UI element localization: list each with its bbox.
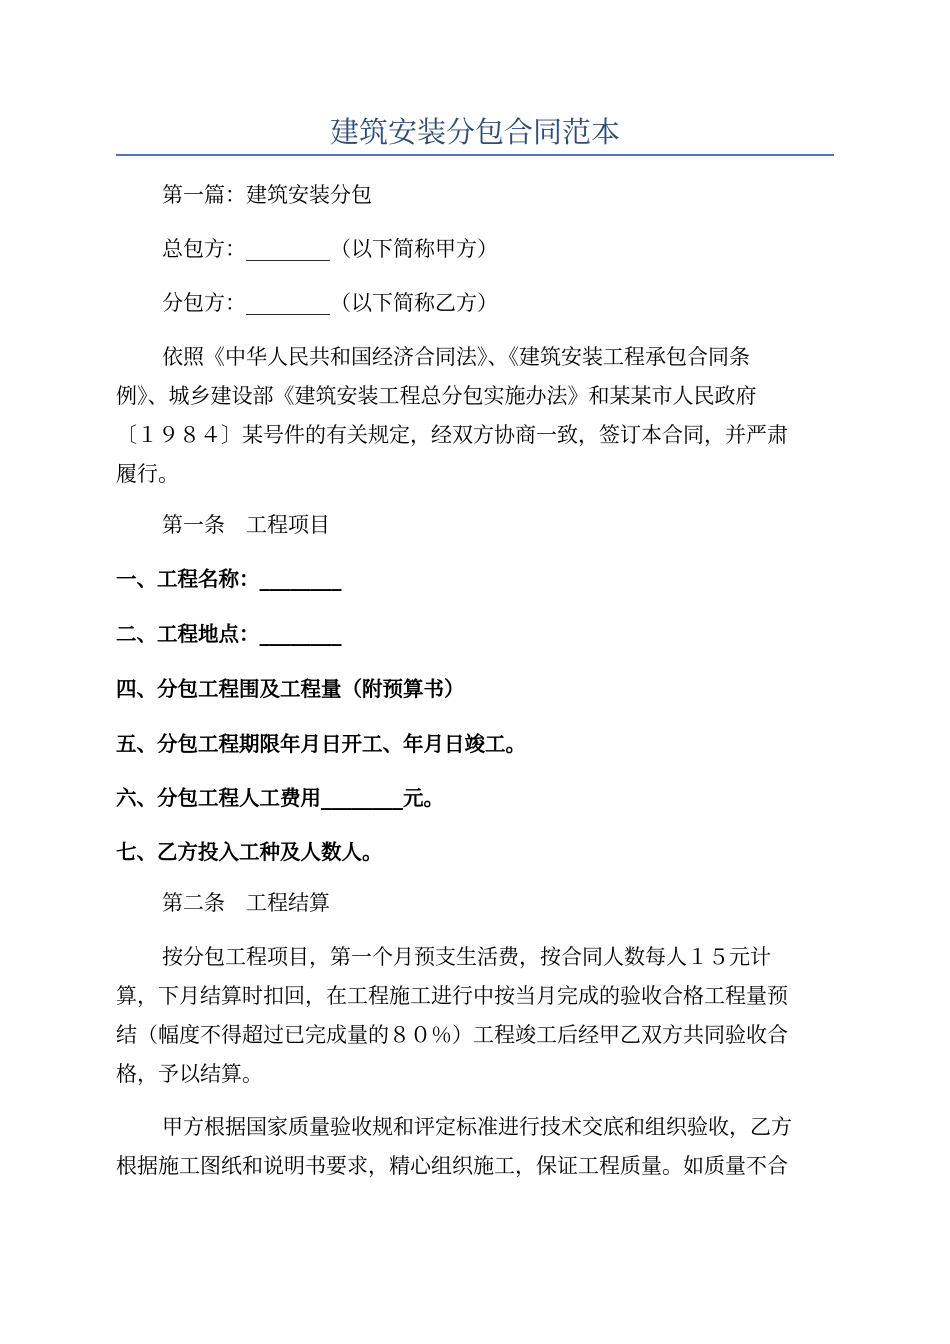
- settlement-paragraph: [116, 938, 834, 1094]
- paragraph-line: 按分包工程项目，第一个月预支生活费，按合同人数每人１５元计: [162, 945, 771, 969]
- project-item: 二、工程地点：________: [116, 622, 342, 646]
- project-item: 四、分包工程围及工程量（附预算书）: [116, 677, 465, 701]
- paragraph-line: 履行。: [116, 462, 179, 486]
- document-title: 建筑安装分包合同范本: [329, 115, 620, 149]
- paragraph-line: 〔１９８４〕某号件的有关规定，经双方协商一致，签订本合同，并严肃: [116, 423, 788, 447]
- project-item: 七、乙方投入工种及人数人。: [116, 840, 383, 864]
- paragraph-line: 依照《中华人民共和国经济合同法》、《建筑安装工程承包合同条: [162, 345, 750, 369]
- paragraph-line: 例》、城乡建设部《建筑安装工程总分包实施办法》和某某市人民政府: [116, 384, 757, 408]
- paragraph-line: 根据施工图纸和说明书要求，精心组织施工，保证工程质量。如质量不合: [116, 1154, 788, 1178]
- project-item: 五、分包工程期限年月日开工、年月日竣工。: [116, 732, 526, 756]
- subcontractor-line: 分包方：________（以下简称乙方）: [162, 291, 498, 315]
- project-item: 六、分包工程人工费用________元。: [116, 786, 444, 810]
- article-1-heading: 第一条 工程项目: [162, 513, 330, 537]
- preamble-paragraph: [116, 338, 834, 494]
- project-item: 一、工程名称：________: [116, 567, 342, 591]
- article-2-heading: 第二条 工程结算: [162, 891, 330, 915]
- section-heading: 第一篇：建筑安装分包: [162, 183, 372, 207]
- paragraph-line: 格，予以结算。: [116, 1062, 263, 1086]
- contractor-line: 总包方：________（以下简称甲方）: [162, 237, 498, 261]
- paragraph-line: 甲方根据国家质量验收规和评定标准进行技术交底和组织验收，乙方: [162, 1115, 792, 1139]
- title-underline: [116, 154, 834, 156]
- paragraph-line: 算，下月结算时扣回，在工程施工进行中按当月完成的验收合格工程量预: [116, 984, 788, 1008]
- quality-paragraph: [116, 1108, 834, 1186]
- paragraph-line: 结（幅度不得超过已完成量的８０％）工程竣工后经甲乙双方共同验收合: [116, 1023, 788, 1047]
